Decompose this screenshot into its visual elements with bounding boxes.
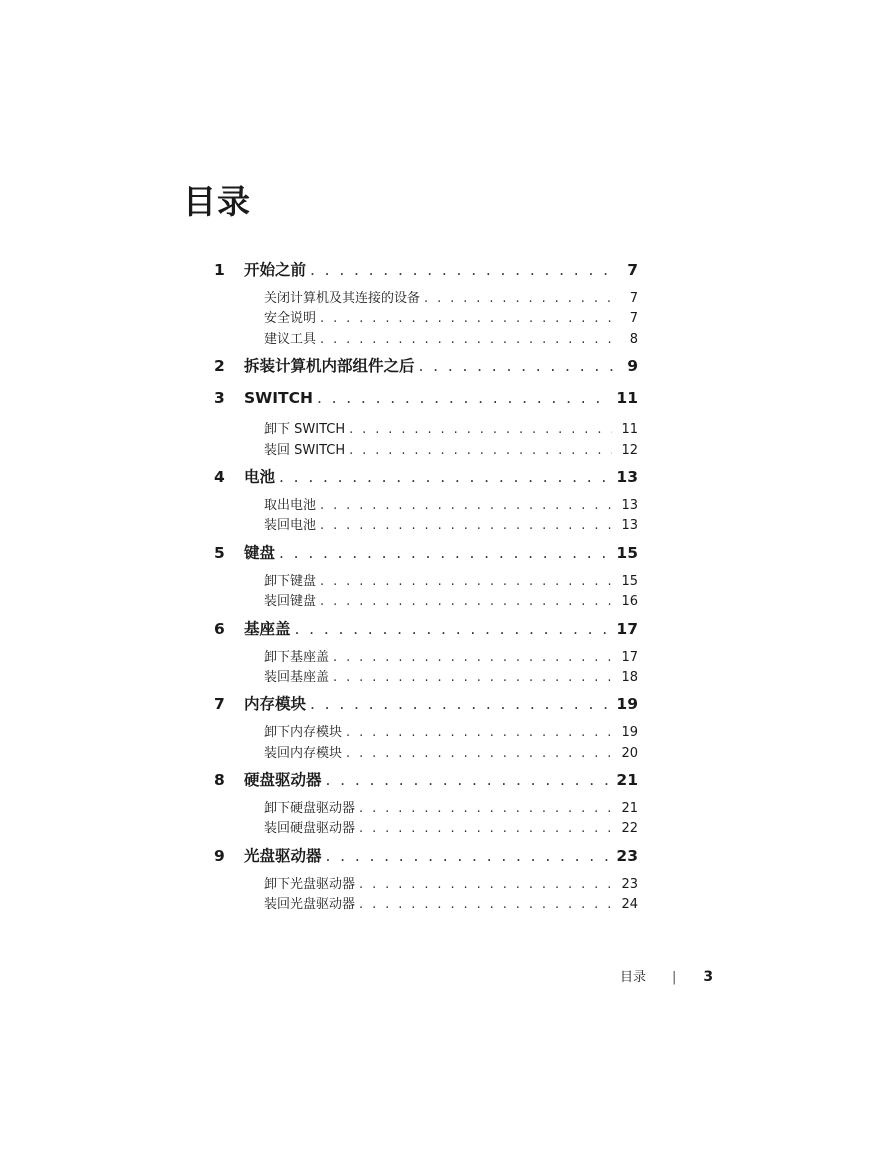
chapter-number: 7 [214, 695, 225, 714]
dot-leader [320, 498, 612, 513]
section-title: 卸下 SWITCH [264, 422, 346, 438]
toc-section-entry[interactable] [214, 494, 638, 514]
chapter-title: 开始之前 [244, 261, 307, 279]
toc-chapter-entry[interactable] [214, 692, 638, 721]
section-title: 装回 SWITCH [264, 442, 346, 458]
section-title: 装回键盘 [264, 594, 317, 610]
dot-leader [320, 594, 612, 609]
chapter-title: 内存模块 [244, 695, 307, 714]
toc-section-entry[interactable] [214, 418, 638, 438]
toc-section-entry[interactable] [214, 721, 638, 741]
dot-leader [359, 877, 612, 892]
toc-chapter [214, 465, 638, 535]
dot-leader [333, 650, 612, 665]
chapter-page-number: 9 [627, 357, 638, 376]
section-title: 装回内存模块 [264, 745, 343, 761]
toc-section-entry[interactable] [214, 873, 638, 893]
section-title: 卸下光盘驱动器 [264, 876, 356, 892]
toc-chapter [214, 389, 638, 459]
chapter-title: SWITCH [244, 389, 313, 408]
toc-chapter [214, 844, 638, 914]
toc-chapter [214, 354, 638, 383]
dot-leader [279, 544, 610, 562]
footer-section-label: 目录 [620, 970, 647, 985]
dot-leader [320, 518, 612, 533]
toc-section-entry[interactable] [214, 570, 638, 590]
section-title: 关闭计算机及其连接的设备 [264, 291, 421, 306]
section-title: 装回光盘驱动器 [264, 897, 356, 913]
chapter-page-number: 7 [627, 261, 638, 279]
dot-leader [359, 801, 612, 816]
dot-leader [295, 620, 611, 638]
chapter-title: 光盘驱动器 [244, 846, 322, 865]
section-page-number: 11 [621, 422, 638, 438]
chapter-page-number: 23 [616, 846, 638, 865]
chapter-page-number: 19 [616, 695, 638, 714]
chapter-number: 5 [214, 543, 225, 562]
footer-page-number: 3 [703, 969, 714, 985]
section-page-number: 8 [629, 331, 638, 347]
toc-section-entry[interactable] [214, 590, 638, 610]
chapter-number: 1 [214, 261, 225, 279]
chapter-title: 电池 [244, 467, 276, 486]
page-title: 目录 [183, 182, 251, 221]
chapter-page-number: 21 [616, 771, 638, 790]
section-page-number: 13 [621, 518, 638, 534]
toc-chapter [214, 541, 638, 611]
chapter-number: 8 [214, 771, 225, 790]
toc-section-entry[interactable] [214, 893, 638, 913]
chapter-page-number: 13 [616, 467, 638, 486]
dot-leader [359, 821, 612, 836]
toc-section-entry[interactable] [214, 514, 638, 534]
section-title: 卸下基座盖 [264, 649, 330, 665]
dot-leader [326, 847, 611, 865]
toc-section-entry[interactable] [214, 307, 638, 327]
section-page-number: 7 [629, 291, 638, 306]
footer-separator: | [672, 970, 677, 985]
toc-section-entry[interactable] [214, 439, 638, 459]
toc-chapter [214, 617, 638, 687]
section-title: 卸下硬盘驱动器 [264, 801, 356, 817]
dot-leader [320, 311, 612, 326]
section-page-number: 16 [621, 594, 638, 610]
toc-chapter [214, 692, 638, 762]
section-page-number: 15 [621, 573, 638, 589]
dot-leader [349, 443, 612, 458]
dot-leader [333, 670, 612, 685]
toc-section-entry[interactable] [214, 742, 638, 762]
toc-section-entry[interactable] [214, 646, 638, 666]
chapter-number: 9 [214, 846, 225, 865]
section-title: 卸下内存模块 [264, 725, 343, 741]
chapter-page-number: 17 [616, 619, 638, 638]
toc-chapter-entry[interactable] [214, 354, 638, 383]
toc-chapter-entry[interactable] [214, 768, 638, 797]
chapter-number: 4 [214, 467, 225, 486]
section-page-number: 17 [621, 649, 638, 665]
section-page-number: 20 [621, 745, 638, 761]
section-title: 装回电池 [264, 518, 317, 534]
section-page-number: 13 [621, 497, 638, 513]
toc-section-entry[interactable] [214, 797, 638, 817]
toc-chapter-entry[interactable] [214, 465, 638, 494]
toc-section-entry[interactable] [214, 328, 638, 348]
dot-leader [317, 389, 610, 407]
dot-leader [419, 357, 616, 375]
dot-leader [346, 725, 612, 740]
dot-leader [310, 261, 616, 279]
dot-leader [279, 468, 610, 486]
chapter-title: 硬盘驱动器 [244, 771, 322, 790]
section-page-number: 24 [621, 897, 638, 913]
dot-leader [326, 771, 611, 789]
section-title: 安全说明 [264, 311, 317, 327]
section-page-number: 19 [621, 725, 638, 741]
toc-chapter-entry[interactable] [214, 844, 638, 873]
page-footer [620, 966, 715, 985]
dot-leader [359, 897, 612, 912]
section-page-number: 23 [621, 876, 638, 892]
toc-chapter-entry[interactable] [214, 617, 638, 646]
chapter-page-number: 11 [616, 389, 638, 408]
section-title: 建议工具 [264, 331, 317, 347]
section-title: 卸下键盘 [264, 573, 317, 589]
dot-leader [346, 746, 612, 761]
chapter-number: 3 [214, 389, 225, 408]
toc-section-entry[interactable] [214, 666, 638, 686]
section-title: 取出电池 [264, 497, 317, 513]
dot-leader [424, 291, 612, 306]
section-page-number: 7 [629, 311, 638, 327]
chapter-page-number: 15 [616, 543, 638, 562]
toc-chapter-entry[interactable] [214, 389, 638, 418]
chapter-title: 拆装计算机内部组件之后 [244, 357, 415, 376]
toc-section-entry[interactable] [214, 287, 638, 307]
section-page-number: 22 [621, 821, 638, 837]
toc-chapter-entry[interactable] [214, 258, 638, 287]
chapter-title: 键盘 [244, 543, 276, 562]
section-page-number: 12 [621, 442, 638, 458]
section-page-number: 18 [621, 669, 638, 685]
dot-leader [320, 574, 612, 589]
section-title: 装回硬盘驱动器 [264, 821, 356, 837]
chapter-title: 基座盖 [244, 619, 291, 638]
toc-chapter-entry[interactable] [214, 541, 638, 570]
dot-leader [310, 695, 610, 713]
chapter-number: 2 [214, 357, 225, 376]
section-page-number: 21 [621, 801, 638, 817]
toc-chapter [214, 768, 638, 838]
toc-chapter [214, 258, 638, 348]
table-of-contents [214, 258, 638, 920]
dot-leader [349, 422, 612, 437]
dot-leader [320, 332, 612, 347]
chapter-number: 6 [214, 619, 225, 638]
toc-section-entry[interactable] [214, 817, 638, 837]
section-title: 装回基座盖 [264, 669, 330, 685]
